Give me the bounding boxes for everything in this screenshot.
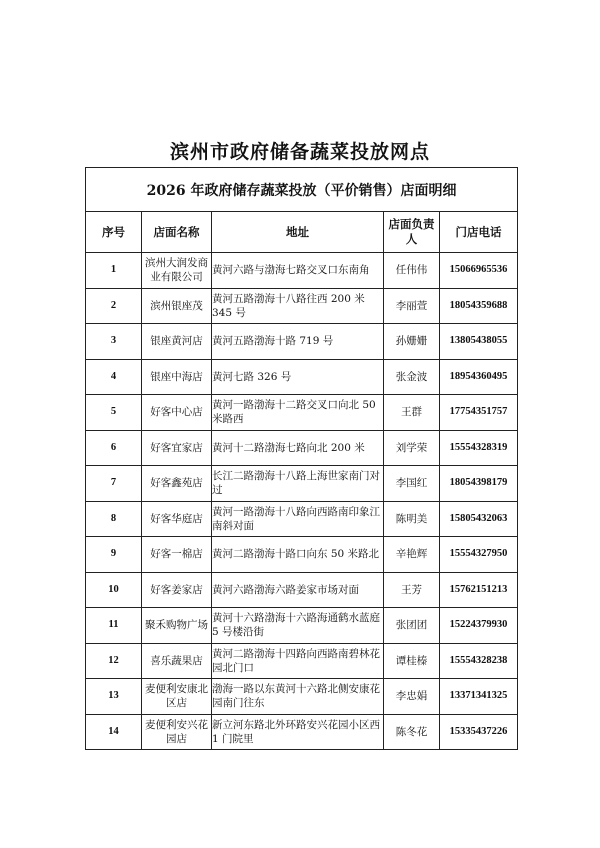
- store-address: 黄河五路渤海十路 719 号: [212, 324, 384, 360]
- store-manager: 孙姗姗: [384, 324, 440, 360]
- store-manager: 陈冬花: [384, 714, 440, 750]
- header-store-name: 店面名称: [142, 212, 212, 253]
- store-address: 黄河五路渤海十八路往西 200 米 345 号: [212, 288, 384, 324]
- row-number: 2: [86, 288, 142, 324]
- table-row: [86, 608, 518, 644]
- table-row: [86, 288, 518, 324]
- row-number: 14: [86, 714, 142, 750]
- row-number: 12: [86, 643, 142, 679]
- store-phone: 15554328319: [440, 430, 518, 466]
- row-number: 11: [86, 608, 142, 644]
- page-title: 滨州市政府储备蔬菜投放网点: [169, 141, 430, 163]
- store-manager: 刘学荣: [384, 430, 440, 466]
- store-manager: 王群: [384, 395, 440, 431]
- row-number: 8: [86, 501, 142, 537]
- store-phone: 13805438055: [440, 324, 518, 360]
- store-manager: 辛艳辉: [384, 537, 440, 573]
- store-address: 黄河六路渤海六路姜家市场对面: [212, 572, 384, 608]
- store-manager: 李丽萱: [384, 288, 440, 324]
- store-phone: 15224379930: [440, 608, 518, 644]
- store-manager: 李国红: [384, 466, 440, 502]
- store-manager: 张金波: [384, 359, 440, 395]
- row-number: 5: [86, 395, 142, 431]
- store-name: 好客姜家店: [142, 572, 212, 608]
- store-manager: 陈明美: [384, 501, 440, 537]
- table-row: [86, 714, 518, 750]
- store-manager: 李忠娟: [384, 679, 440, 715]
- row-number: 1: [86, 253, 142, 289]
- store-name: 好客华庭店: [142, 501, 212, 537]
- row-number: 7: [86, 466, 142, 502]
- store-name: 好客一棉店: [142, 537, 212, 573]
- store-address: 黄河十六路渤海十六路海通鹤水蓝庭 5 号楼沿街: [212, 608, 384, 644]
- table-row: [86, 501, 518, 537]
- table-row: [86, 324, 518, 360]
- store-phone: 17754351757: [440, 395, 518, 431]
- store-phone: 15762151213: [440, 572, 518, 608]
- store-name: 聚禾购物广场: [142, 608, 212, 644]
- store-name: 好客中心店: [142, 395, 212, 431]
- store-name: 滨州银座茂: [142, 288, 212, 324]
- store-phone: 18054398179: [440, 466, 518, 502]
- table-caption-row: [86, 168, 518, 212]
- store-phone: 15554327950: [440, 537, 518, 573]
- store-name: 银座黄河店: [142, 324, 212, 360]
- row-number: 6: [86, 430, 142, 466]
- store-manager: 张团团: [384, 608, 440, 644]
- store-address: 渤海一路以东黄河十六路北侧安康花园南门往东: [212, 679, 384, 715]
- store-name: 滨州大润发商业有限公司: [142, 253, 212, 289]
- table-row: [86, 537, 518, 573]
- table-row: [86, 430, 518, 466]
- store-name: 好客鑫苑店: [142, 466, 212, 502]
- store-manager: 任伟伟: [384, 253, 440, 289]
- store-phone: 15335437226: [440, 714, 518, 750]
- header-manager: 店面负责人: [384, 212, 440, 253]
- store-manager: 谭桂榛: [384, 643, 440, 679]
- row-number: 4: [86, 359, 142, 395]
- row-number: 3: [86, 324, 142, 360]
- table-row: [86, 466, 518, 502]
- store-phone: 18054359688: [440, 288, 518, 324]
- table-header-row: [86, 212, 518, 253]
- table-row: [86, 679, 518, 715]
- header-phone: 门店电话: [440, 212, 518, 253]
- store-address: 黄河六路与渤海七路交叉口东南角: [212, 253, 384, 289]
- store-phone: 13371341325: [440, 679, 518, 715]
- store-address: 新立河东路北外环路安兴花园小区西 1 门院里: [212, 714, 384, 750]
- row-number: 9: [86, 537, 142, 573]
- store-phone: 15066965536: [440, 253, 518, 289]
- table-caption: 2026 年政府储存蔬菜投放（平价销售）店面明细: [86, 168, 518, 212]
- store-name: 麦便利安康北区店: [142, 679, 212, 715]
- store-table: [85, 167, 518, 750]
- header-no: 序号: [86, 212, 142, 253]
- store-name: 麦便利安兴花园店: [142, 714, 212, 750]
- table-row: [86, 359, 518, 395]
- table-row: [86, 572, 518, 608]
- store-address: 黄河十二路渤海七路向北 200 米: [212, 430, 384, 466]
- store-address: 黄河七路 326 号: [212, 359, 384, 395]
- store-phone: 15805432063: [440, 501, 518, 537]
- table-row: [86, 643, 518, 679]
- table-row: [86, 253, 518, 289]
- store-name: 银座中海店: [142, 359, 212, 395]
- store-address: 黄河二路渤海十路口向东 50 米路北: [212, 537, 384, 573]
- row-number: 13: [86, 679, 142, 715]
- header-address: 地址: [212, 212, 384, 253]
- table-row: [86, 395, 518, 431]
- store-phone: 18954360495: [440, 359, 518, 395]
- store-name: 喜乐蔬果店: [142, 643, 212, 679]
- store-phone: 15554328238: [440, 643, 518, 679]
- row-number: 10: [86, 572, 142, 608]
- store-address: 黄河一路渤海十八路向西路南印象江南斜对面: [212, 501, 384, 537]
- store-manager: 王芳: [384, 572, 440, 608]
- store-address: 黄河二路渤海十四路向西路南碧林花园北门口: [212, 643, 384, 679]
- store-name: 好客宜家店: [142, 430, 212, 466]
- store-address: 黄河一路渤海十二路交叉口向北 50 米路西: [212, 395, 384, 431]
- store-address: 长江二路渤海十八路上海世家南门对过: [212, 466, 384, 502]
